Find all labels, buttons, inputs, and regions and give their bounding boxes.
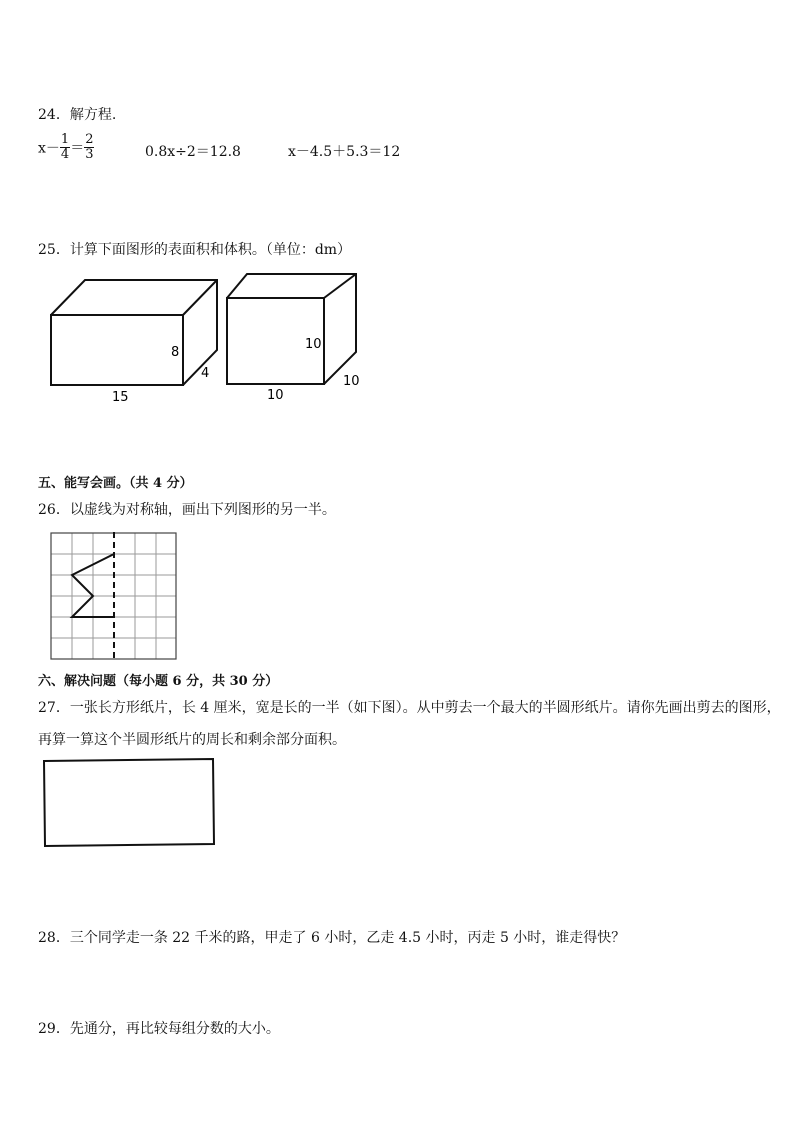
q29-title: 29．先通分，再比较每组分数的大小。: [38, 1021, 280, 1037]
q24-equation-1: [38, 133, 94, 162]
q26-title: 26．以虚线为对称轴，画出下列图形的另一半。: [38, 502, 336, 518]
fraction-one-quarter: $\frac{1}{4}$: [60, 132, 70, 162]
eq1-equals: ＝: [70, 140, 85, 157]
q24-equation-2: 0.8x÷2＝12.8: [145, 144, 241, 160]
cube-2-length-label: 10: [267, 388, 284, 403]
q28-title: 28．三个同学走一条 22 千米的路，甲走了 6 小时，乙走 4.5 小时，丙走 5 小时，谁走得快？: [38, 930, 626, 946]
cuboid-1-width-label: 4: [201, 366, 210, 381]
eq1-prefix: x－: [38, 140, 60, 157]
cube-2: [227, 274, 356, 384]
cuboid-figures: [40, 268, 370, 408]
q27-line-2: 再算一算这个半圆形纸片的周长和剩余部分面积。: [38, 732, 346, 748]
q27-line-1: 27．一张长方形纸片，长 4 厘米，宽是长的一半（如下图）。从中剪去一个最大的半圆形纸片。请你先画出剪去的图形，: [38, 700, 781, 716]
section-6-title: 六、解决问题（每小题 6 分，共 30 分）: [38, 674, 279, 689]
rectangle-paper-figure: [40, 756, 220, 852]
rectangle-outline: [44, 759, 214, 846]
symmetry-grid-figure: [48, 530, 180, 662]
fraction-two-thirds: $\frac{2}{3}$: [85, 132, 94, 162]
section-5-title: 五、能写会画。（共 4 分）: [38, 476, 193, 491]
cuboid-1: [51, 280, 217, 385]
q24-equation-3: x－4.5＋5.3＝12: [288, 144, 401, 160]
q24-title: 24．解方程.: [38, 107, 117, 123]
cuboid-1-length-label: 15: [112, 390, 129, 405]
cube-2-height-label: 10: [305, 337, 322, 352]
cube-2-width-label: 10: [343, 374, 360, 389]
cuboid-1-height-label: 8: [171, 345, 180, 360]
q25-title: 25．计算下面图形的表面积和体积。（单位：dm）: [38, 242, 352, 258]
